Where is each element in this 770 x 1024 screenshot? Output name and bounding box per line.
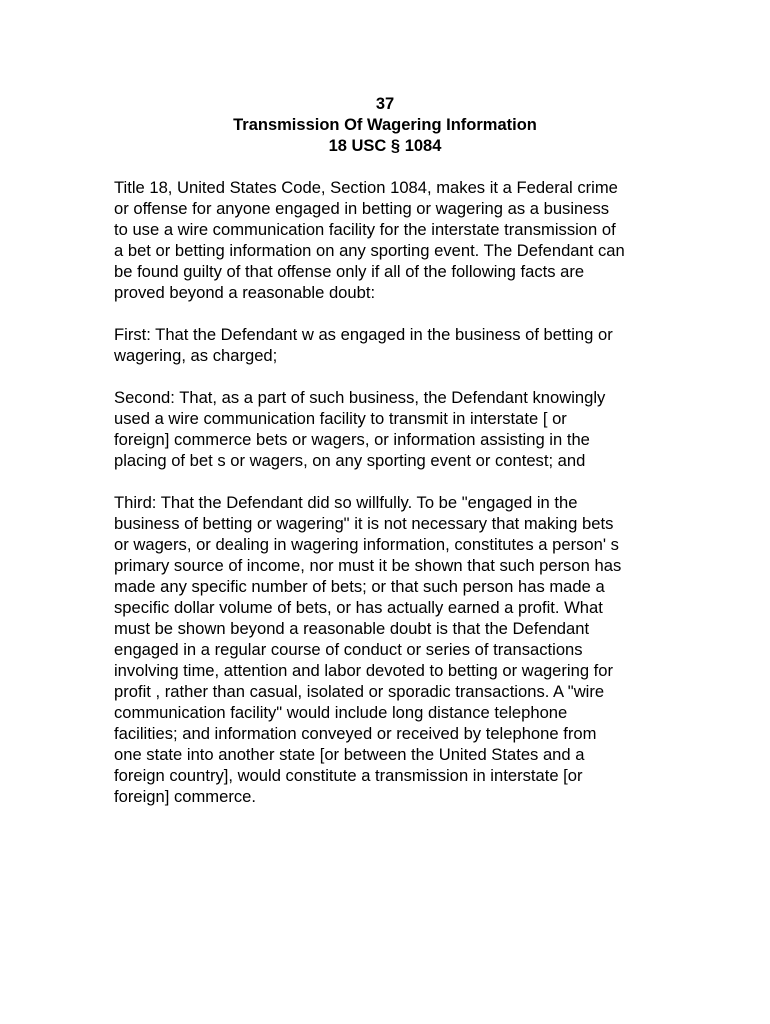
text-line: to use a wire communication facility for the interstate transmission of	[114, 220, 616, 239]
text-line: Second: That, as a part of such business, the Defendant knowingly	[114, 388, 606, 407]
text-line: First: That the Defendant w as engaged in the business of betting or	[114, 325, 613, 344]
text-line: profit , rather than casual, isolated or sporadic transactions. A "wire	[114, 682, 605, 701]
instruction-body	[114, 177, 664, 807]
text-line: Third: That the Defendant did so willfully. To be "engaged in the	[114, 493, 578, 512]
text-line: foreign] commerce.	[114, 787, 257, 806]
text-line: made any specific number of bets; or that such person has made a	[114, 577, 605, 596]
text-line: foreign] commerce bets or wagers, or information assisting in the	[114, 430, 590, 449]
paragraph-gap	[114, 366, 664, 387]
text-line: facilities; and information conveyed or received by telephone from	[114, 724, 597, 743]
text-line: one state into another state [or between the United States and a	[114, 745, 585, 764]
text-line: foreign country], would constitute a transmission in interstate [or	[114, 766, 583, 785]
text-line: engaged in a regular course of conduct or series of transactions	[114, 640, 583, 659]
text-line: wagering, as charged;	[114, 346, 278, 365]
text-line: placing of bet s or wagers, on any sporting event or contest; and	[114, 451, 586, 470]
text-line: must be shown beyond a reasonable doubt is that the Defendant	[114, 619, 590, 638]
instruction-title: Transmission Of Wagering Information	[233, 116, 537, 134]
text-line: business of betting or wagering" it is not necessary that making bets	[114, 514, 614, 533]
text-line: primary source of income, nor must it be shown that such person has	[114, 556, 622, 575]
intro-paragraph	[114, 177, 664, 303]
first-element-paragraph	[114, 324, 664, 366]
text-line: communication facility" would include long distance telephone	[114, 703, 568, 722]
text-line: specific dollar volume of bets, or has actually earned a profit. What	[114, 598, 603, 617]
instruction-number: 37	[375, 95, 395, 113]
text-line: or offense for anyone engaged in betting or wagering as a business	[114, 199, 610, 218]
text-line: involving time, attention and labor devoted to betting or wagering for	[114, 661, 614, 680]
paragraph-gap	[114, 303, 664, 324]
text-line: proved beyond a reasonable doubt:	[114, 283, 376, 302]
text-line: Title 18, United States Code, Section 1084, makes it a Federal crime	[114, 178, 618, 197]
text-line: a bet or betting information on any sporting event. The Defendant can	[114, 241, 625, 260]
text-line: or wagers, or dealing in wagering information, constitutes a person' s	[114, 535, 619, 554]
text-line: used a wire communication facility to transmit in interstate [ or	[114, 409, 567, 428]
statute-citation: 18 USC § 1084	[328, 137, 442, 155]
second-element-paragraph	[114, 387, 664, 471]
paragraph-gap	[114, 471, 664, 492]
third-element-paragraph	[114, 492, 664, 807]
document-heading	[0, 94, 770, 157]
text-line: be found guilty of that offense only if all of the following facts are	[114, 262, 585, 281]
